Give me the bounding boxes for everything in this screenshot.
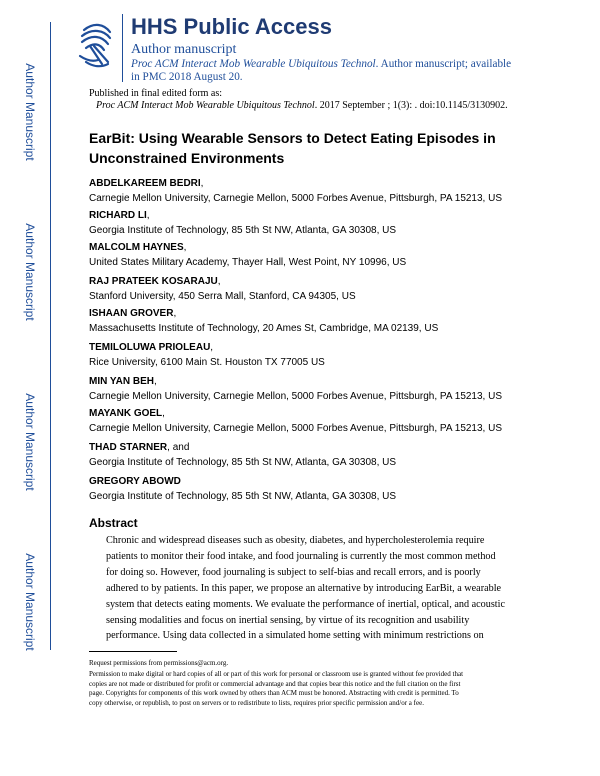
author-affiliation: Carnegie Mellon University, Carnegie Mellon, 5000 Forbes Avenue, Pittsburgh, PA 15213, US <box>89 391 503 402</box>
author-separator: , <box>183 242 187 253</box>
manuscript-citation <box>131 58 521 84</box>
author-entry <box>89 306 438 336</box>
abstract-heading: Abstract <box>89 516 138 530</box>
sidebar-label-text: Author Manuscript <box>23 223 37 321</box>
author-separator: , <box>217 276 221 287</box>
abstract-line: for doing so. However, food journaling is subject to self-bias and recall errors, and is poorly <box>106 566 481 578</box>
author-affiliation: Stanford University, 450 Serra Mall, Stanford, CA 94305, US <box>89 291 356 302</box>
author-name: ABDELKAREEM BEDRI <box>89 178 201 189</box>
footnote-line: copies are not made or distributed for profit or commercial advantage and that copies bear this notice and the full citation on the first <box>89 679 461 688</box>
paper-title: EarBit: Using Wearable Sensors to Detect Eating Episodes in Unconstrained Environments <box>89 130 496 166</box>
author-affiliation: Georgia Institute of Technology, 85 5th St NW, Atlanta, GA 30308, US <box>89 225 397 236</box>
footnote-request: Request permissions from permissions@acm.org. <box>89 659 229 667</box>
abstract-line: system that detects eating moments. We evaluate the performance of inertial, optical, and acoustic <box>106 598 505 610</box>
author-separator: , <box>154 376 157 387</box>
footnote-line: Permission to make digital or hard copies of all or part of this work for personal or classroom use is granted without fee provided that <box>89 670 464 678</box>
author-separator: , <box>210 342 214 353</box>
author-name: THAD STARNER <box>89 442 168 453</box>
footnote-divider <box>89 651 177 652</box>
sidebar-label-text: Author Manuscript <box>23 553 37 651</box>
author-entry <box>89 340 325 370</box>
author-entry <box>89 474 396 504</box>
author-name: MIN YAN BEH <box>89 376 155 387</box>
author-entry <box>89 406 502 436</box>
author-name: MALCOLM HAYNES <box>89 242 184 253</box>
publication-details: . 2017 September ; 1(3): . doi:10.1145/3130902. <box>314 100 508 111</box>
abstract-line: adhered to by patients. In this paper, we propose an alternative by introducing EarBit, a wearable <box>106 582 502 594</box>
author-separator: , <box>200 178 204 189</box>
author-entry <box>89 374 502 404</box>
published-as-label: Published in final edited form as: <box>89 88 223 99</box>
hhs-public-access-title: HHS Public Access <box>131 14 332 39</box>
author-entry <box>89 240 406 270</box>
sidebar-label-text: Author Manuscript <box>23 393 37 491</box>
hhs-eagle-logo-icon <box>72 12 118 84</box>
author-separator: , <box>173 308 177 319</box>
author-entry <box>89 440 396 470</box>
author-name: GREGORY ABOWD <box>89 476 181 487</box>
author-affiliation: Rice University, 6100 Main St. Houston TX 77005 US <box>89 357 325 368</box>
publication-journal: Proc ACM Interact Mob Wearable Ubiquitous Technol <box>96 100 315 111</box>
publication-citation <box>96 100 508 111</box>
abstract-line: Chronic and widespread diseases such as obesity, diabetes, and hypercholesterolemia require <box>106 535 485 546</box>
footnote-line: page. Copyrights for components of this work owned by others than ACM must be honored. Abstracting with credit is permitted. To <box>89 689 459 698</box>
author-affiliation: United States Military Academy, Thayer Hall, West Point, NY 10996, US <box>89 257 407 268</box>
author-name: TEMILOLUWA PRIOLEAU <box>89 342 211 353</box>
sidebar-label-text: Author Manuscript <box>23 63 37 161</box>
abstract-line: sensing modalities and focus on inertial sensing, by virtue of its recognition and usability <box>106 614 470 626</box>
author-affiliation: Carnegie Mellon University, Carnegie Mellon, 5000 Forbes Avenue, Pittsburgh, PA 15213, US <box>89 193 503 204</box>
author-manuscript-label: Author manuscript <box>131 42 237 57</box>
citation-journal: Proc ACM Interact Mob Wearable Ubiquitous Technol <box>131 58 376 70</box>
author-name: MAYANK GOEL <box>89 408 163 419</box>
author-affiliation: Georgia Institute of Technology, 85 5th St NW, Atlanta, GA 30308, US <box>89 491 397 502</box>
author-affiliation: Georgia Institute of Technology, 85 5th St NW, Atlanta, GA 30308, US <box>89 457 397 468</box>
author-separator: , <box>162 408 165 419</box>
author-name: RAJ PRATEEK KOSARAJU <box>89 276 218 287</box>
author-separator: , and <box>167 442 190 453</box>
author-entry <box>89 274 356 304</box>
author-separator: , <box>146 210 150 221</box>
abstract-body <box>106 533 518 644</box>
author-entry <box>89 176 502 206</box>
author-name: ISHAAN GROVER <box>89 308 174 319</box>
footnote-permission <box>89 670 511 708</box>
sidebar-divider <box>50 22 51 650</box>
abstract-line: performance. Using data collected in a simulated home setting with minimum restrictions on <box>106 630 484 642</box>
footnote-line: copy otherwise, or republish, to post on servers or to redistribute to lists, requires prior specific permission and/or a fee. <box>89 698 424 707</box>
header-divider <box>122 14 123 82</box>
author-entry <box>89 208 396 238</box>
author-affiliation: Carnegie Mellon University, Carnegie Mellon, 5000 Forbes Avenue, Pittsburgh, PA 15213, US <box>89 423 503 434</box>
author-name: RICHARD LI <box>89 210 147 221</box>
author-affiliation: Massachusetts Institute of Technology, 20 Ames St, Cambridge, MA 02139, US <box>89 323 439 334</box>
abstract-line: patients to monitor their food intake, and food journaling is currently the most common method <box>106 550 496 562</box>
citation-availability: . Author manuscript; available in PMC 2018 August 20. <box>131 58 512 83</box>
